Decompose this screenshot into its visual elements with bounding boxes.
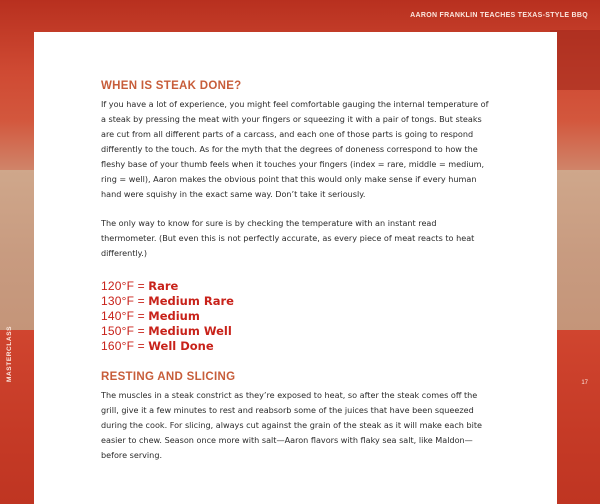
temperature-row-medium-well xyxy=(101,324,493,339)
section-heading-resting-slicing: RESTING AND SLICING xyxy=(101,371,236,383)
page-panel xyxy=(34,32,557,504)
section-heading-steak-done: WHEN IS STEAK DONE? xyxy=(101,80,242,92)
background-dark-patch xyxy=(550,30,600,90)
page-number: 17 xyxy=(581,380,588,386)
paragraph-thermometer: The only way to know for sure is by checking the temperature with an instant read thermometer. (But even this is not perfectly accurate, as every piece of meat reacts to heat differently.) xyxy=(101,218,475,258)
temperature-list xyxy=(101,279,493,354)
paragraph-doneness-intro: If you have a lot of experience, you might feel comfortable gauging the internal temperature of a steak by pressing the meat with your fingers or squeezing it with a pair of tongs. But steaks are cut from all different parts of a carcass, and each one of those parts is going to respond differently to the touch. As for the myth that the degrees of doneness correspond to how the fleshy base of your thumb feels when it touches your fingers (index = rare, middle = medium, ring = well), Aaron makes the obvious point that this would only make sense if every human hand were squishy in the exact same way. Don’t take it seriously. xyxy=(101,99,489,199)
temperature-value: 140°F = xyxy=(101,309,145,323)
temperature-value: 130°F = xyxy=(101,294,145,308)
page-content xyxy=(101,79,493,463)
paragraph-resting-slicing: The muscles in a steak constrict as they’re exposed to heat, so after the steak comes off the grill, give it a few minutes to rest and reabsorb some of the juices that have been squeezed during the cook. For slicing, always cut against the grain of the steak as it will make each bite easier to chew. Season once more with salt—Aaron flavors with flaky sea salt, like Maldon—before serving. xyxy=(101,390,483,460)
brand-side-label: MASTERCLASS xyxy=(6,325,13,382)
doneness-label: Well Done xyxy=(148,339,214,353)
temperature-value: 160°F = xyxy=(101,339,145,353)
temperature-row-well-done xyxy=(101,339,493,354)
paragraph-gap xyxy=(101,202,493,216)
temperature-row-medium-rare xyxy=(101,294,493,309)
temperature-row-rare xyxy=(101,279,493,294)
temperature-value: 150°F = xyxy=(101,324,145,338)
temperature-value: 120°F = xyxy=(101,279,145,293)
doneness-label: Medium xyxy=(148,309,200,323)
running-header: AARON FRANKLIN TEACHES TEXAS-STYLE BBQ xyxy=(410,12,588,19)
doneness-label: Rare xyxy=(148,279,179,293)
doneness-label: Medium Well xyxy=(148,324,232,338)
doneness-label: Medium Rare xyxy=(148,294,234,308)
temperature-row-medium xyxy=(101,309,493,324)
